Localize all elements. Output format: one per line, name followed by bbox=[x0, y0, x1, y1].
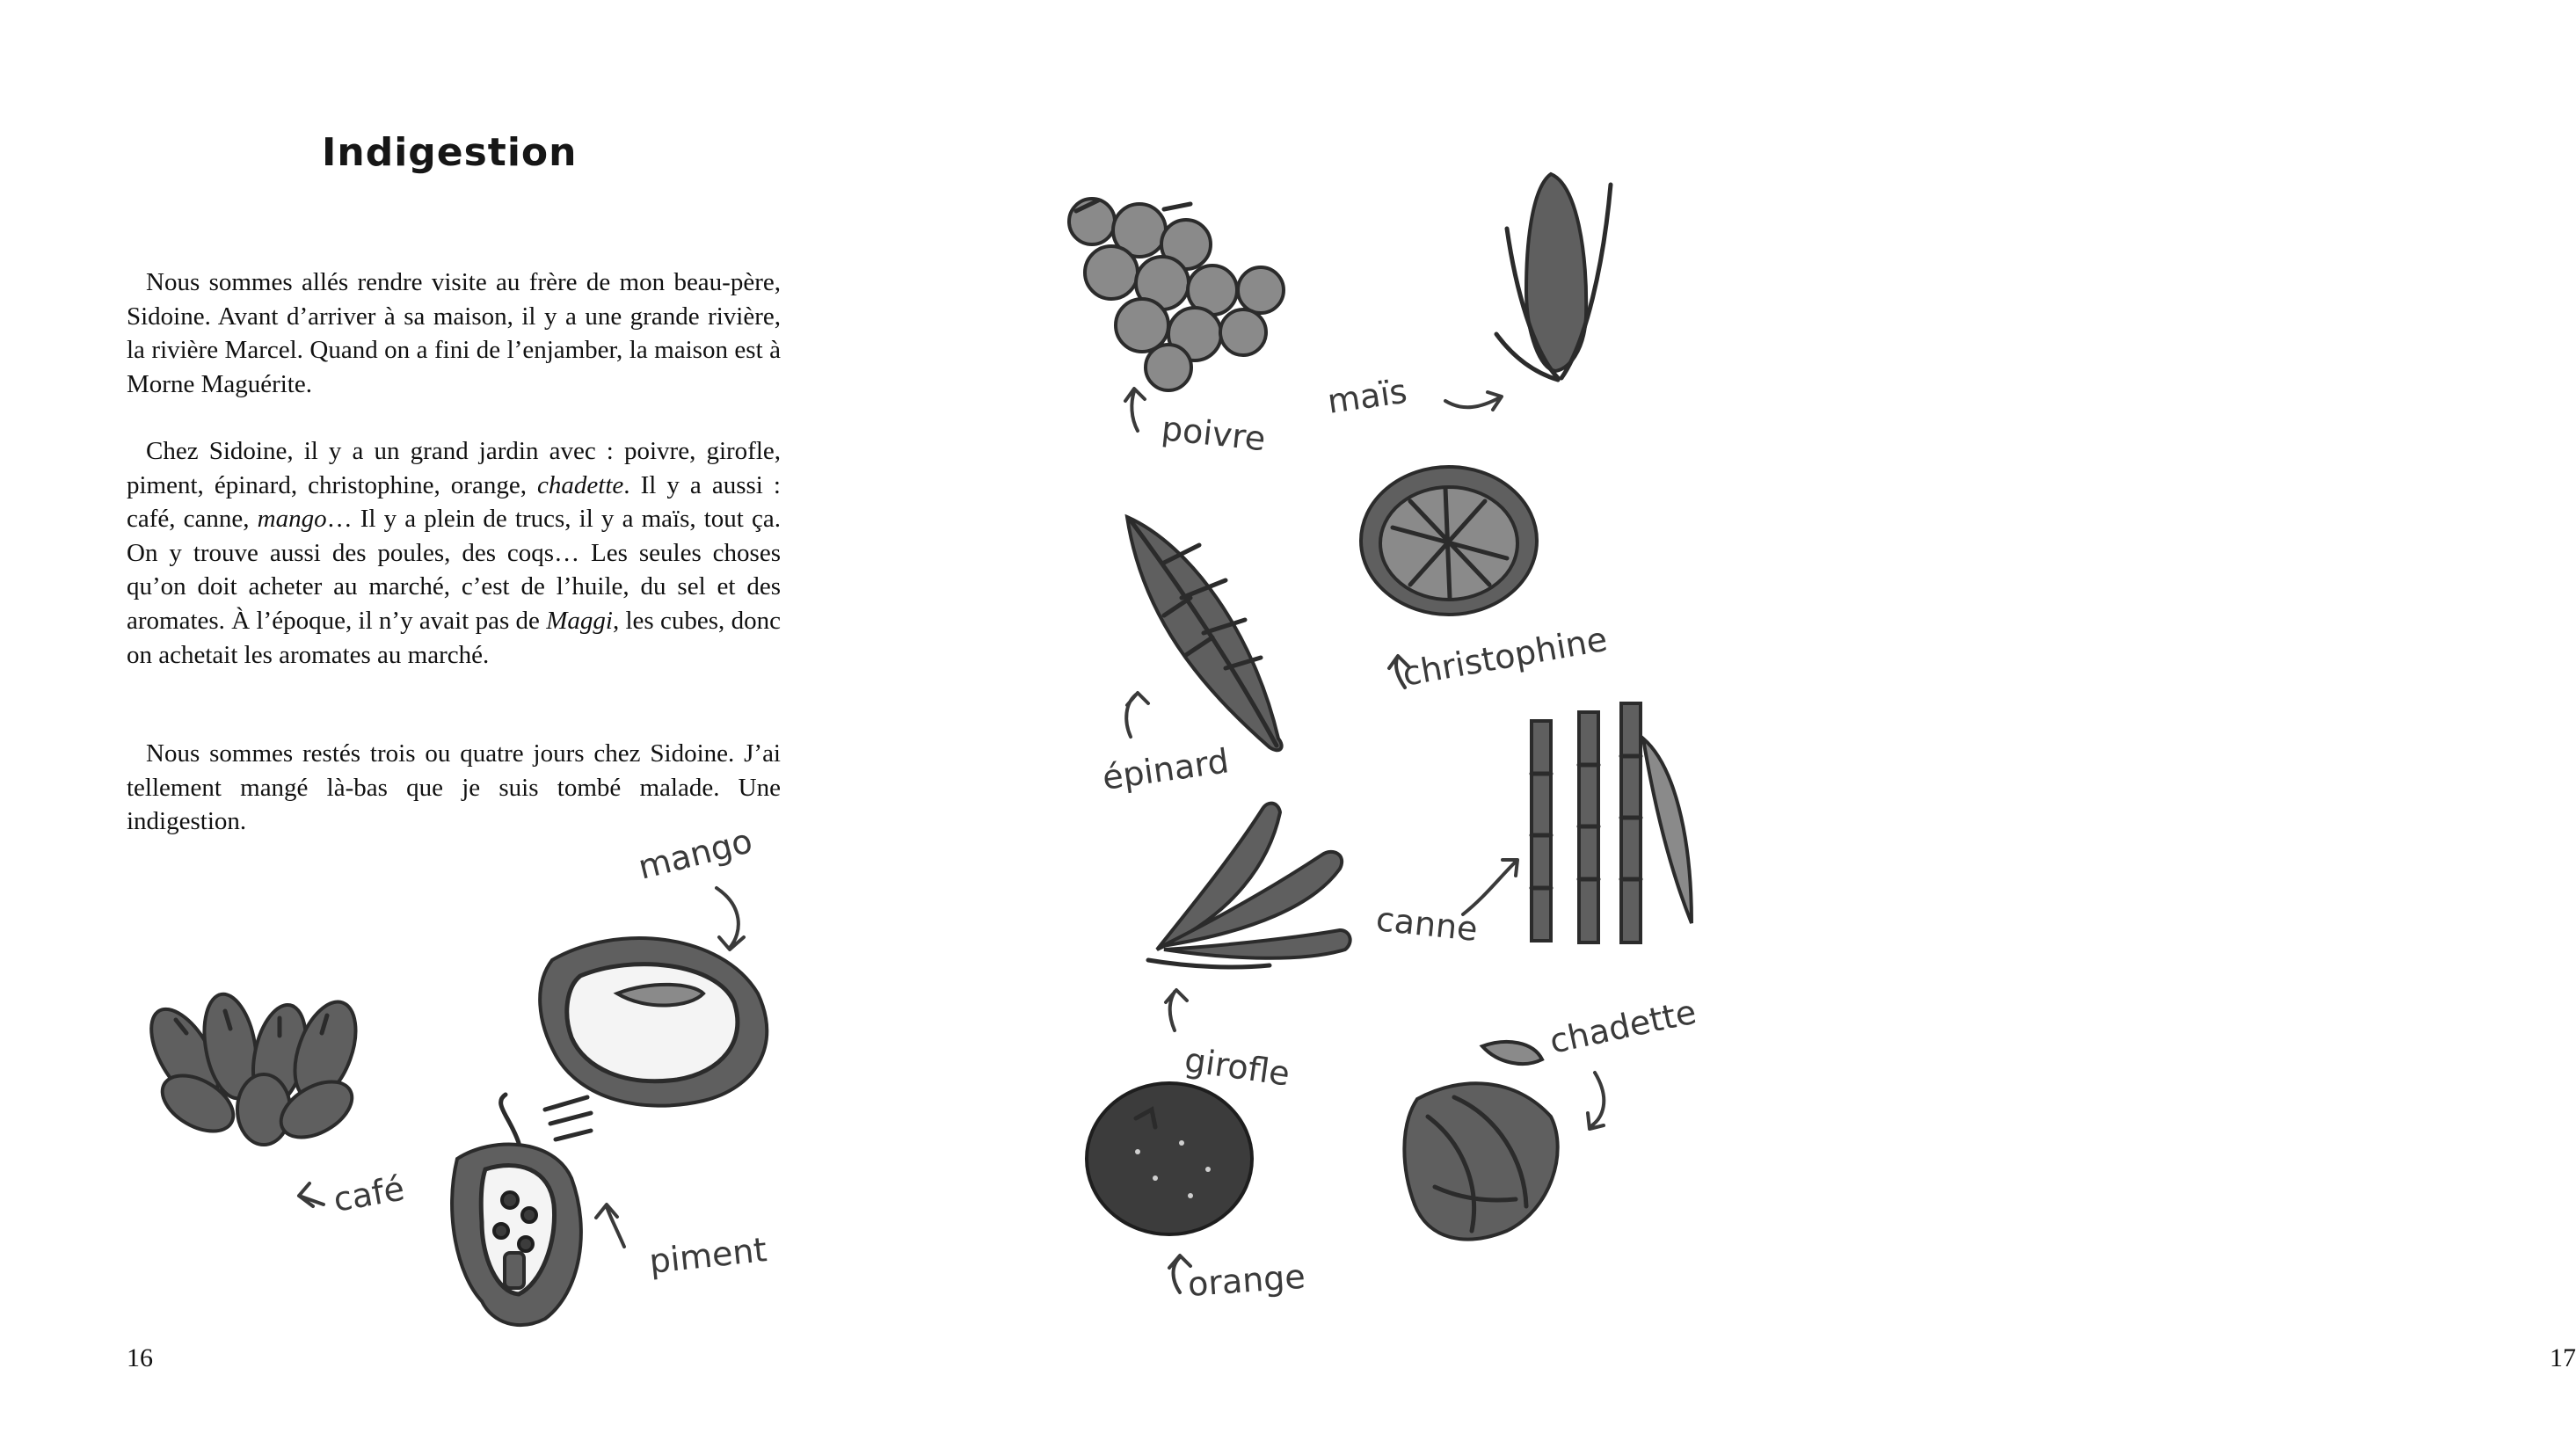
chadette-illustration bbox=[1404, 1042, 1557, 1240]
piment-illustration bbox=[452, 1095, 591, 1325]
cafe-illustration bbox=[138, 990, 367, 1148]
arrow-cafe bbox=[299, 1183, 324, 1206]
arrow-canne bbox=[1463, 860, 1517, 914]
arrow-epinard bbox=[1126, 693, 1148, 737]
label-epinard: épinard bbox=[1100, 741, 1232, 797]
page-number-left: 16 bbox=[127, 1343, 153, 1372]
left-illustrations bbox=[0, 0, 900, 1441]
paragraph-3: Nous sommes restés trois ou quatre jours chez Sidoine. J’ai tellement mangé là-bas que je suis tombé malade. Une indigestion. bbox=[127, 739, 781, 836]
arrow-mango bbox=[717, 888, 744, 950]
right-illustrations bbox=[900, 0, 1801, 1441]
paragraph-2-italic-maggi: Maggi bbox=[546, 606, 613, 635]
page-title: Indigestion bbox=[322, 130, 578, 175]
label-chadette: chadette bbox=[1546, 992, 1700, 1061]
label-girofle: girofle bbox=[1182, 1040, 1292, 1094]
orange-illustration bbox=[1087, 1083, 1252, 1234]
label-mango: mango bbox=[634, 821, 757, 887]
arrow-mais bbox=[1445, 392, 1502, 410]
label-mais: maïs bbox=[1325, 371, 1410, 421]
paragraph-2-italic-mango: mango bbox=[257, 505, 327, 534]
label-piment: piment bbox=[647, 1230, 769, 1281]
label-canne: canne bbox=[1374, 899, 1480, 950]
arrow-poivre bbox=[1125, 389, 1145, 431]
girofle-illustration bbox=[1148, 804, 1350, 967]
paragraph-2-text-e: … Il y a plein de trucs, il y a maïs, tout ça. On y trouve aussi des poules, des coqs… Les seules choses qu’on doit acheter au marché, c’est de l’huile, du sel et des aromates. À l’époque, il n’y avait pas de bbox=[127, 505, 781, 635]
label-poivre: poivre bbox=[1160, 409, 1268, 459]
arrow-chadette bbox=[1588, 1073, 1604, 1129]
canne-illustration bbox=[1532, 703, 1692, 942]
paragraph-2-italic-chadette: chadette bbox=[537, 470, 624, 499]
left-page bbox=[0, 0, 900, 1441]
label-cafe: café bbox=[330, 1168, 408, 1219]
label-orange: orange bbox=[1186, 1256, 1307, 1304]
paragraph-2-text-g: , les cubes, donc on achetait les aromates au marché. bbox=[127, 606, 781, 669]
page-number-right: 17 bbox=[2550, 1343, 2576, 1372]
arrow-piment bbox=[596, 1204, 624, 1247]
arrow-girofle bbox=[1166, 990, 1187, 1030]
right-page bbox=[900, 0, 2576, 1441]
christophine-illustration bbox=[1361, 467, 1537, 615]
paragraph-2-text-a: Chez Sidoine, il y a un grand jardin avec : poivre, girofle, piment, épinard, christophine, orange, bbox=[127, 437, 781, 499]
mango-illustration bbox=[540, 938, 767, 1106]
paragraph-2-text-c: . Il y a aussi : café, canne, bbox=[127, 470, 781, 534]
epinard-illustration bbox=[1127, 517, 1282, 750]
mais-illustration bbox=[1496, 174, 1611, 380]
poivre-illustration bbox=[1069, 199, 1284, 390]
paragraph-1: Nous sommes allés rendre visite au frère de mon beau-père, Sidoine. Avant d’arriver à sa maison, il y a une grande rivière, la rivière Marcel. Quand on a fini de l’enjamber, la maison est à Morne Maguérite. bbox=[127, 268, 781, 398]
label-christophine: christophine bbox=[1399, 619, 1611, 694]
